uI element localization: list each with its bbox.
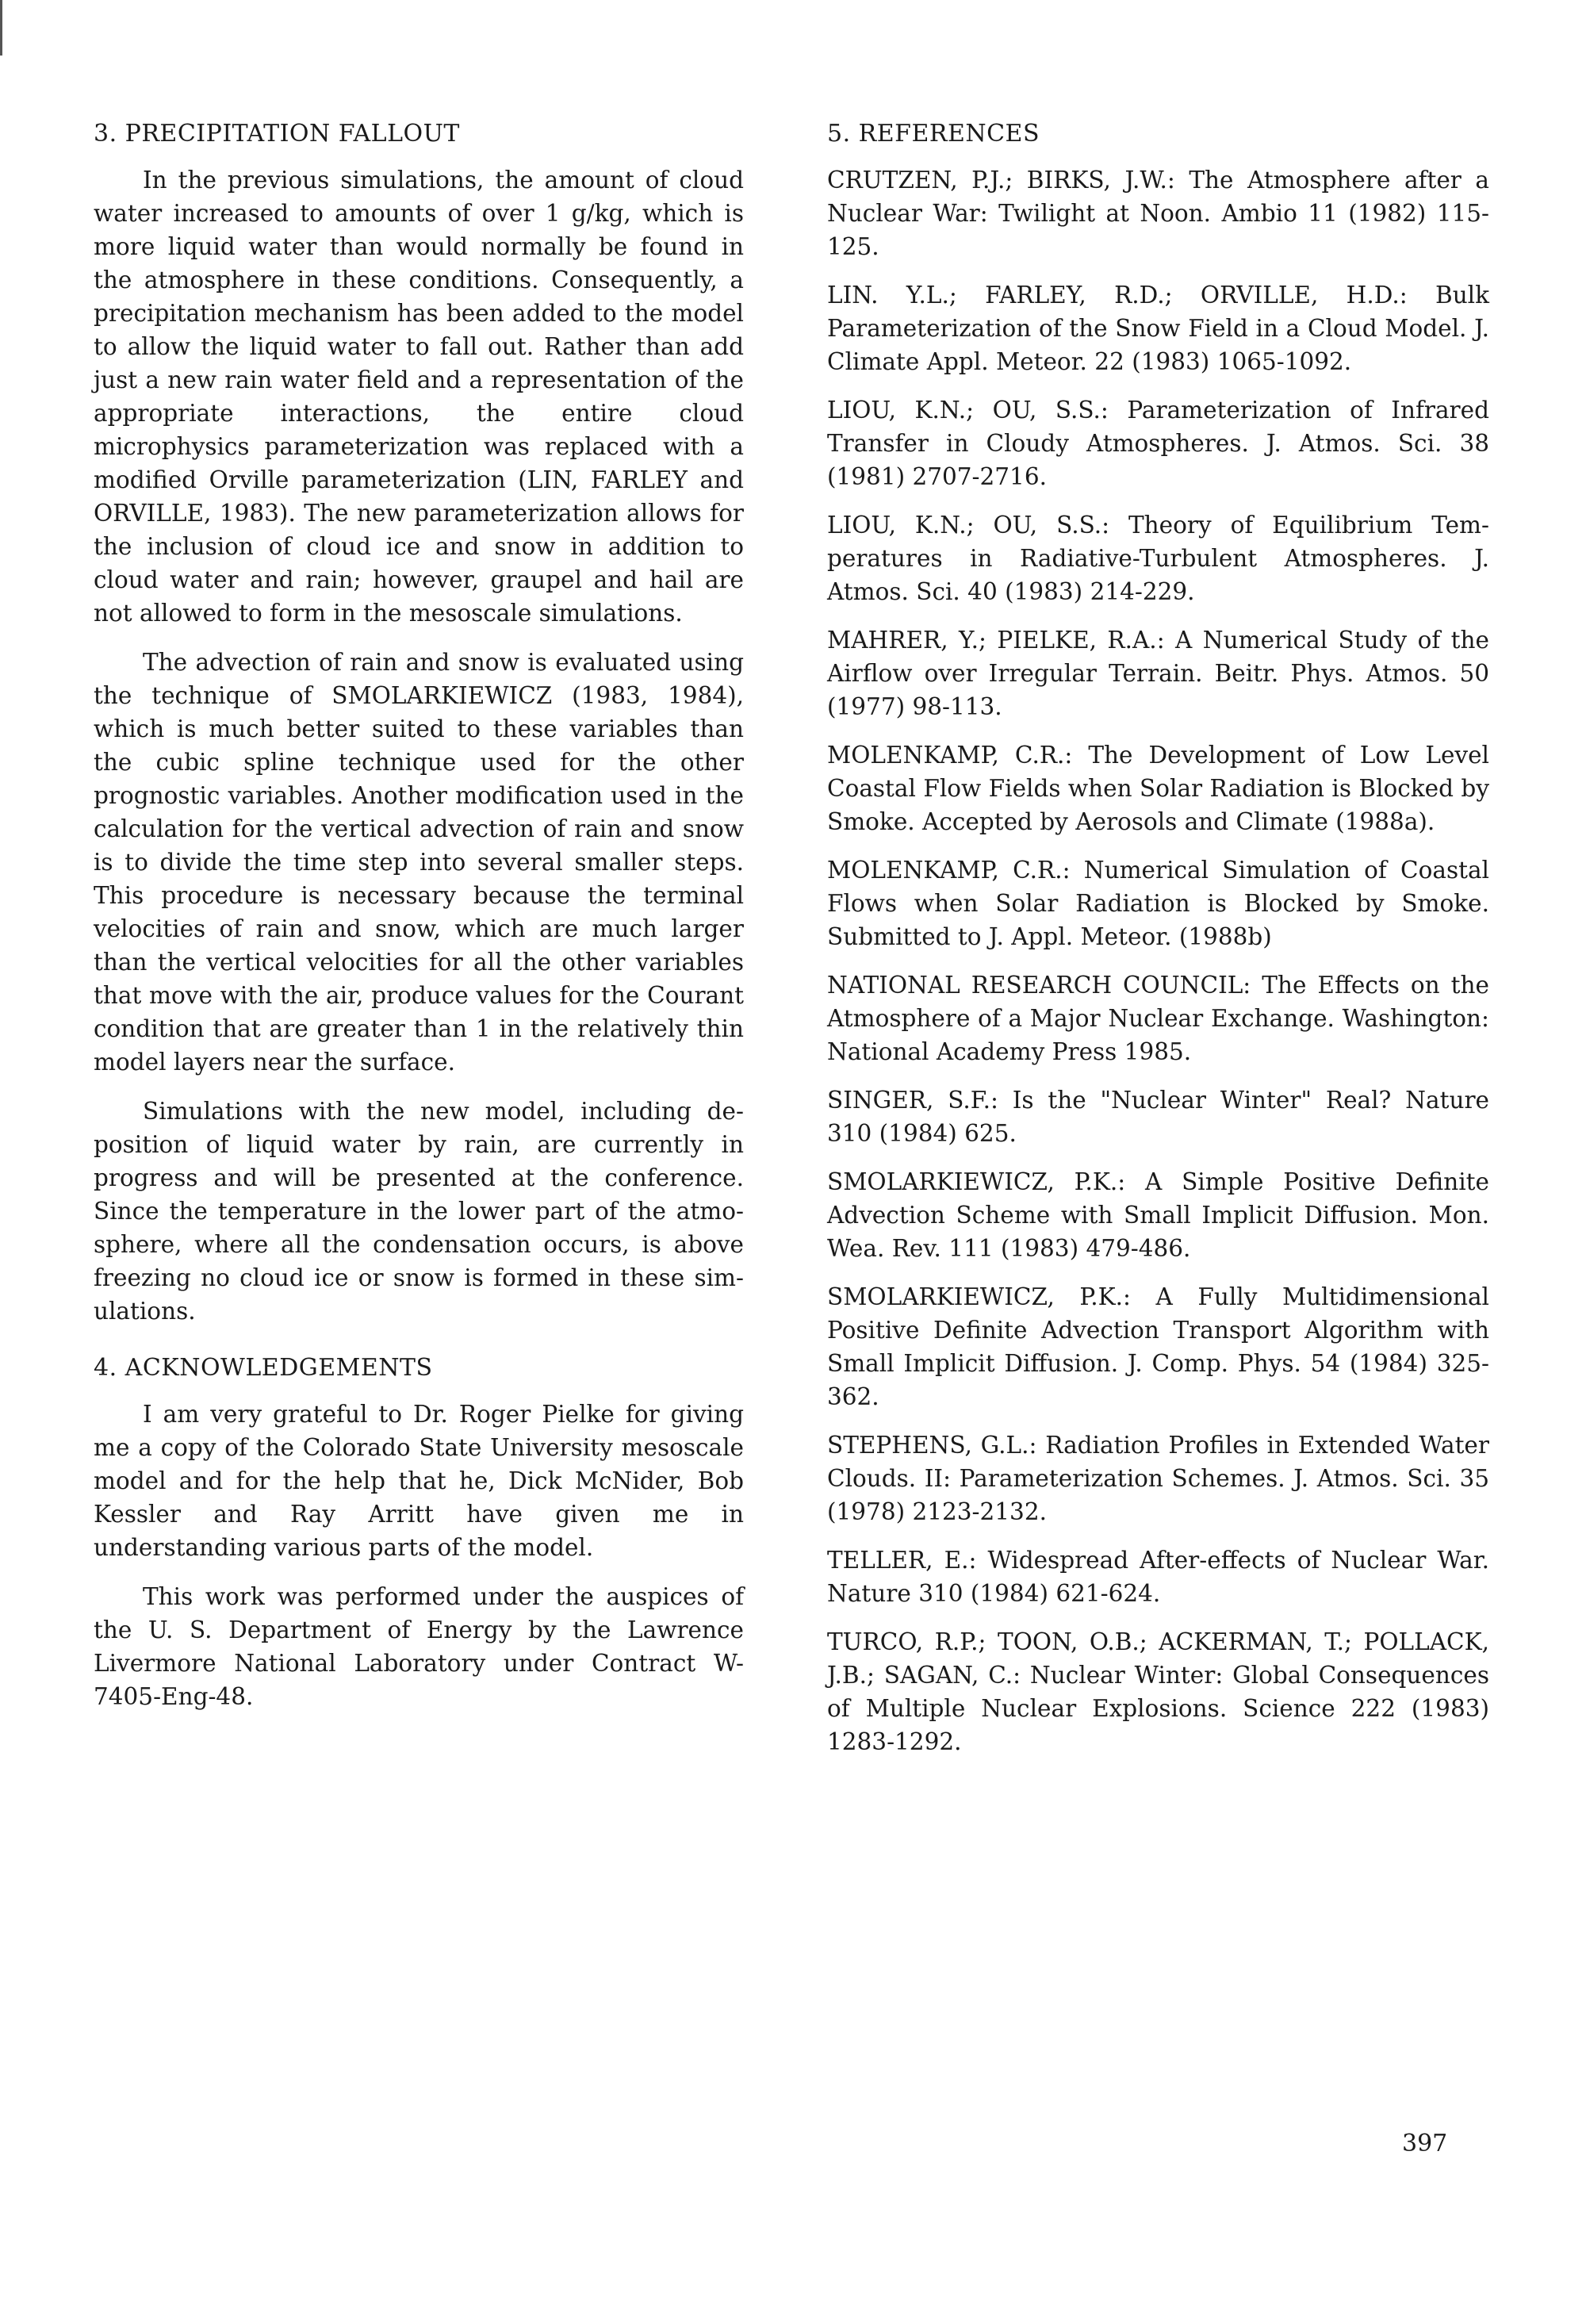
reference-item: MOLENKAMP, C.R.: Numerical Simulation of Coastal Flows when Solar Radiation is Blocked by Smoke. Submitted to J. Appl. Meteor. (1988b) bbox=[827, 857, 1489, 950]
reference-item: TURCO, R.P.; TOON, O.B.; ACKERMAN, T.; POLLACK, J.B.; SAGAN, C.: Nuclear Winter: Global Consequences of Multiple Nuclear Explosions. Science 222 (1983) 1283-1292. bbox=[827, 1628, 1489, 1755]
reference-item: SMOLARKIEWICZ, P.K.: A Simple Positive Definite Advection Scheme with Small Implicit Diffusion. Mon. Wea. Rev. 111 (1983) 479-486. bbox=[827, 1168, 1489, 1262]
reference-item: STEPHENS, G.L.: Radiation Profiles in Extended Water Clouds. II: Parameterization Schemes. J. Atmos. Sci. 35 (1978) 2123-2132. bbox=[827, 1432, 1489, 1525]
reference-item: MOLENKAMP, C.R.: The Development of Low Level Coastal Flow Fields when Solar Radiation is Blocked by Smoke. Accepted by Aerosols and Climate (1988a). bbox=[827, 742, 1489, 835]
paragraph: Simulations with the new model, including deposition of liquid water by rain, are currently in progress and will be presented at the conference. Since the temperature in the lower part of the atmosphere, where all the condensation occurs, is above freezing no cloud ice or snow is formed in these simulations. bbox=[94, 1098, 744, 1325]
reference-item: SMOLARKIEWICZ, P.K.: A Fully Multidimensional Positive Definite Advection Transport Algorithm with Small Implicit Diffusion. J. Comp. Phys. 54 (1984) 325-362. bbox=[827, 1283, 1489, 1410]
reference-item: TELLER, E.: Widespread After-effects of Nuclear War. Nature 310 (1984) 621-624. bbox=[827, 1547, 1489, 1607]
section-heading: 5. REFERENCES bbox=[827, 120, 1040, 148]
margin-scan-mark bbox=[0, 0, 2, 56]
paragraph: In the previous simulations, the amount of cloud water increased to amounts of over 1 g/kg, which is more liquid water than would normally be found in the atmosphere in these conditions. Consequently, a precipitation mechanism has been added to the model to allow the liquid water to fall out. Rather than add just a new rain water field and a representation of the appropriate interactions, the entire cloud microphysics parameterization was replaced with a modified Orville parameterization (LIN, FARLEY and ORVILLE, 1983). The new parameterization allows for the inclusion of cloud ice and snow in addition to cloud water and rain; however, graupel and hail are not allowed to form in the mesoscale simulations. bbox=[94, 167, 744, 627]
paragraph: The advection of rain and snow is evaluated using the technique of SMOLARKIEWICZ (1983, 1984), which is much better suited to these variables than the cubic spline technique used for the other prognostic variables. Another modification used in the calculation for the vertical advection of rain and snow is to divide the time step into several smaller steps. This procedure is necessary because the terminal velocities of rain and snow, which are much larger than the vertical velocities for all the other variables that move with the air, produce values for the Courant condition that are greater than 1 in the relatively thin model layers near the surface. bbox=[94, 649, 744, 1076]
reference-item: NATIONAL RESEARCH COUNCIL: The Effects on the Atmosphere of a Major Nuclear Exchange. Washington: National Academy Press 1985. bbox=[827, 972, 1489, 1065]
section-acknowledgements bbox=[94, 1352, 744, 1713]
section-precipitation-fallout bbox=[94, 117, 744, 1328]
right-column bbox=[827, 117, 1489, 1774]
section-heading: 4. ACKNOWLEDGEMENTS bbox=[94, 1354, 433, 1382]
reference-item: LIN. Y.L.; FARLEY, R.D.; ORVILLE, H.D.: Bulk Parameterization of the Snow Field in a Cloud Model. J. Climate Appl. Meteor. 22 (1983) 1065-1092. bbox=[827, 282, 1489, 375]
reference-item: MAHRER, Y.; PIELKE, R.A.: A Numerical Study of the Airflow over Irregular Terrain. Beitr. Phys. Atmos. 50 (1977) 98-113. bbox=[827, 627, 1489, 720]
paragraph: This work was performed under the auspices of the U. S. Department of Energy by the Lawrence Livermore National Laboratory under Contract W-7405-Eng-48. bbox=[94, 1583, 744, 1710]
reference-item: CRUTZEN, P.J.; BIRKS, J.W.: The Atmosphere after a Nuclear War: Twilight at Noon. Ambio 11 (1982) 115-125. bbox=[827, 167, 1489, 260]
paragraph: I am very grateful to Dr. Roger Pielke for giving me a copy of the Colorado State University mesoscale model and for the help that he, Dick McNider, Bob Kessler and Ray Arritt have given me in understanding various parts of the model. bbox=[94, 1401, 744, 1561]
reference-list bbox=[827, 163, 1489, 1758]
left-column bbox=[94, 117, 744, 1729]
reference-item: SINGER, S.F.: Is the "Nuclear Winter" Real? Nature 310 (1984) 625. bbox=[827, 1087, 1489, 1147]
reference-item: LIOU, K.N.; OU, S.S.: Theory of Equilibrium Temperatures in Radiative-Turbulent Atmospheres. J. Atmos. Sci. 40 (1983) 214-229. bbox=[827, 512, 1489, 605]
page-number: 397 bbox=[1402, 2130, 1448, 2157]
section-heading: 3. PRECIPITATION FALLOUT bbox=[94, 120, 460, 148]
reference-item: LIOU, K.N.; OU, S.S.: Parameterization of Infrared Transfer in Cloudy Atmospheres. J. Atmos. Sci. 38 (1981) 2707-2716. bbox=[827, 397, 1489, 490]
